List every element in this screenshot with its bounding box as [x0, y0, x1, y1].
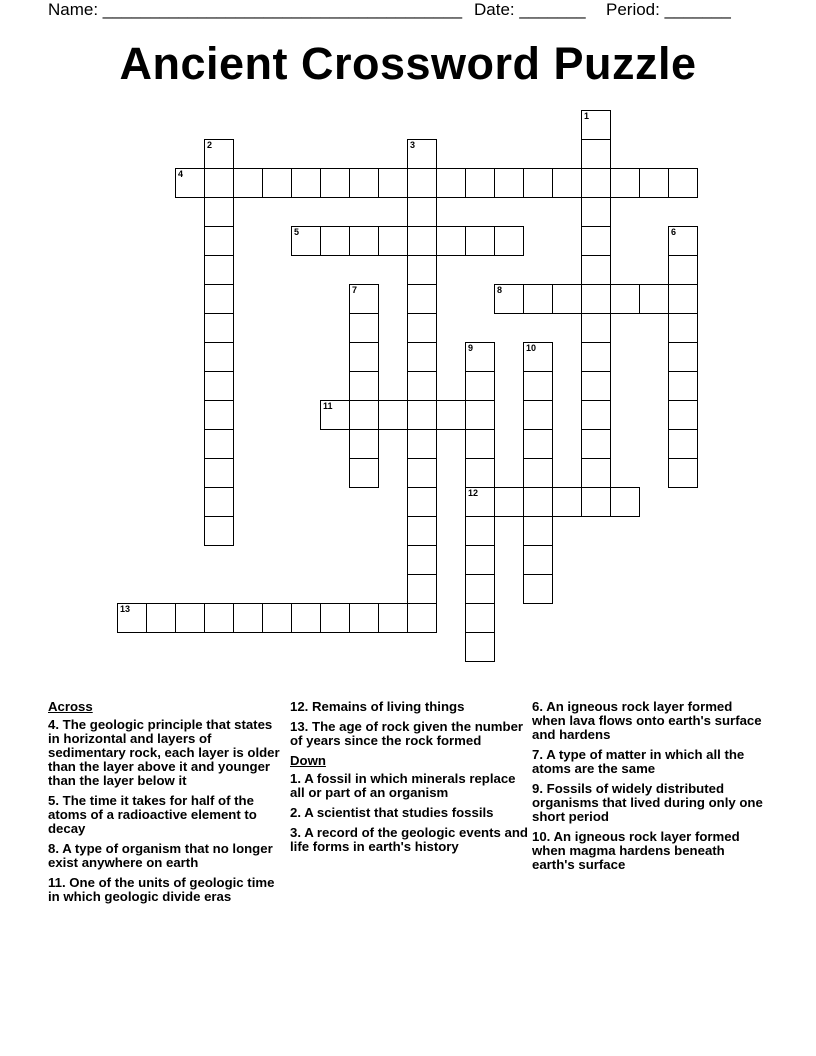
crossword-cell[interactable]	[465, 516, 495, 546]
clue-item	[48, 794, 280, 836]
clue-item	[48, 842, 280, 870]
crossword-cell[interactable]	[349, 603, 379, 633]
crossword-cell[interactable]	[407, 342, 437, 372]
down-heading: Down	[290, 753, 326, 768]
crossword-cell[interactable]	[465, 342, 495, 372]
crossword-cell[interactable]	[581, 400, 611, 430]
crossword-cell[interactable]	[436, 226, 466, 256]
crossword-cell[interactable]	[668, 168, 698, 198]
clue-item-text: Fossils of widely distributed organisms that lived during only one short period	[532, 781, 763, 824]
crossword-cell[interactable]	[204, 284, 234, 314]
crossword-cell[interactable]	[233, 603, 263, 633]
crossword-cell[interactable]	[349, 226, 379, 256]
clue-item-text: An igneous rock layer formed when magma hardens beneath earth's surface	[532, 829, 740, 872]
crossword-cell[interactable]	[320, 603, 350, 633]
crossword-cell[interactable]	[204, 139, 234, 169]
clue-item-text: Remains of living things	[312, 699, 465, 714]
crossword-cell[interactable]	[523, 574, 553, 604]
clue-number: 10	[526, 343, 537, 353]
crossword-cell[interactable]	[494, 226, 524, 256]
clue-item-text: A type of matter in which all the atoms are the same	[532, 747, 745, 776]
crossword-cell[interactable]	[668, 284, 698, 314]
clue-number: 9	[468, 343, 474, 353]
crossword-cell[interactable]	[407, 139, 437, 169]
clue-item	[290, 700, 530, 714]
clue-item-number: 12.	[290, 699, 309, 714]
clue-number: 3	[410, 140, 416, 150]
clue-item-number: 3.	[290, 825, 301, 840]
crossword-cell[interactable]	[407, 226, 437, 256]
clue-item	[532, 700, 768, 742]
crossword-cell[interactable]	[436, 400, 466, 430]
crossword-cell[interactable]	[523, 487, 553, 517]
clue-item-number: 10.	[532, 829, 551, 844]
crossword-cell[interactable]	[610, 487, 640, 517]
crossword-cell[interactable]	[552, 168, 582, 198]
crossword-cell[interactable]	[378, 603, 408, 633]
across-heading: Across	[48, 699, 93, 714]
crossword-cell[interactable]	[320, 400, 350, 430]
crossword-cell[interactable]	[204, 168, 234, 198]
crossword-cell[interactable]	[465, 226, 495, 256]
clue-number: 13	[120, 604, 131, 614]
clue-number: 12	[468, 488, 479, 498]
crossword-cell[interactable]	[320, 226, 350, 256]
crossword-cell[interactable]	[581, 139, 611, 169]
clue-item-number: 8.	[48, 841, 59, 856]
crossword-cell[interactable]	[610, 284, 640, 314]
clue-item-number: 4.	[48, 717, 59, 732]
clue-item	[290, 826, 530, 854]
crossword-cell[interactable]	[204, 342, 234, 372]
crossword-cell[interactable]	[407, 487, 437, 517]
crossword-cell[interactable]	[581, 487, 611, 517]
crossword-cell[interactable]	[465, 371, 495, 401]
crossword-cell[interactable]	[523, 371, 553, 401]
crossword-cell[interactable]	[349, 284, 379, 314]
clue-item-number: 11.	[48, 875, 66, 890]
crossword-cell[interactable]	[552, 284, 582, 314]
crossword-cell[interactable]	[291, 603, 321, 633]
page-title: Ancient Crossword Puzzle	[119, 38, 697, 89]
crossword-cell[interactable]	[262, 168, 292, 198]
crossword-cell[interactable]	[465, 487, 495, 517]
crossword-cell[interactable]	[639, 168, 669, 198]
clue-item-number: 6.	[532, 699, 543, 714]
clue-item-number: 7.	[532, 747, 543, 762]
clue-item-text: A scientist that studies fossils	[304, 805, 494, 820]
crossword-cell[interactable]	[291, 168, 321, 198]
clue-item-text: An igneous rock layer formed when lava flows onto earth's surface and hardens	[532, 699, 762, 742]
crossword-cell[interactable]	[523, 284, 553, 314]
clue-number: 4	[178, 169, 184, 179]
crossword-cell[interactable]	[291, 226, 321, 256]
crossword-cell[interactable]	[581, 255, 611, 285]
crossword-cell[interactable]	[465, 429, 495, 459]
crossword-cell[interactable]	[407, 603, 437, 633]
crossword-cell[interactable]	[117, 603, 147, 633]
period-field: Period: _______	[606, 0, 731, 19]
crossword-cell[interactable]	[581, 284, 611, 314]
crossword-cell[interactable]	[349, 458, 379, 488]
clue-item-text: A record of the geologic events and life forms in earth's history	[290, 825, 528, 854]
crossword-cell[interactable]	[668, 313, 698, 343]
clue-item	[290, 772, 530, 800]
crossword-cell[interactable]	[581, 342, 611, 372]
crossword-cell[interactable]	[465, 632, 495, 662]
crossword-cell[interactable]	[175, 168, 205, 198]
crossword-cell[interactable]	[407, 574, 437, 604]
crossword-cell[interactable]	[668, 342, 698, 372]
clue-item-number: 2.	[290, 805, 301, 820]
clue-item-text: The age of rock given the number of years since the rock formed	[290, 719, 524, 748]
clue-number: 6	[671, 227, 677, 237]
crossword-cell[interactable]	[610, 168, 640, 198]
clue-number: 8	[497, 285, 503, 295]
crossword-cell[interactable]	[668, 371, 698, 401]
crossword-cell[interactable]	[465, 603, 495, 633]
crossword-cell[interactable]	[668, 458, 698, 488]
clue-number: 2	[207, 140, 213, 150]
crossword-cell[interactable]	[494, 487, 524, 517]
clue-item	[48, 876, 280, 904]
crossword-cell[interactable]	[146, 603, 176, 633]
crossword-cell[interactable]	[175, 603, 205, 633]
crossword-cell[interactable]	[436, 168, 466, 198]
crossword-cell[interactable]	[407, 371, 437, 401]
crossword-cell[interactable]	[262, 603, 292, 633]
crossword-cell[interactable]	[204, 400, 234, 430]
crossword-cell[interactable]	[204, 197, 234, 227]
crossword-cell[interactable]	[465, 400, 495, 430]
crossword-cell[interactable]	[523, 429, 553, 459]
crossword-cell[interactable]	[378, 168, 408, 198]
crossword-cell[interactable]	[581, 110, 611, 140]
crossword-cell[interactable]	[407, 429, 437, 459]
crossword-cell[interactable]	[233, 168, 263, 198]
crossword-cell[interactable]	[349, 313, 379, 343]
clue-number: 5	[294, 227, 300, 237]
clue-item-number: 1.	[290, 771, 301, 786]
crossword-cell[interactable]	[204, 255, 234, 285]
clue-item	[532, 830, 768, 872]
crossword-cell[interactable]	[349, 168, 379, 198]
clue-item-text: One of the units of geologic time in which geologic divide eras	[48, 875, 275, 904]
crossword-cell[interactable]	[407, 168, 437, 198]
crossword-cell[interactable]	[407, 458, 437, 488]
crossword-cell[interactable]	[523, 545, 553, 575]
crossword-cell[interactable]	[668, 255, 698, 285]
crossword-cell[interactable]	[407, 255, 437, 285]
clues-column-3	[532, 700, 768, 878]
crossword-cell[interactable]	[668, 429, 698, 459]
crossword-cell[interactable]	[465, 458, 495, 488]
clue-number: 11	[323, 401, 333, 411]
crossword-cell[interactable]	[465, 574, 495, 604]
clue-item	[290, 720, 530, 748]
crossword-cell[interactable]	[494, 284, 524, 314]
crossword-cell[interactable]	[552, 487, 582, 517]
name-field: Name: ______________________________________	[48, 0, 463, 19]
crossword-cell[interactable]	[407, 400, 437, 430]
crossword-cell[interactable]	[349, 400, 379, 430]
crossword-cell[interactable]	[465, 545, 495, 575]
crossword-cell[interactable]	[407, 313, 437, 343]
crossword-cell[interactable]	[523, 516, 553, 546]
crossword-cell[interactable]	[494, 168, 524, 198]
crossword-cell[interactable]	[204, 487, 234, 517]
crossword-cell[interactable]	[378, 400, 408, 430]
crossword-cell[interactable]	[581, 197, 611, 227]
crossword-cell[interactable]	[581, 458, 611, 488]
clue-item-number: 5.	[48, 793, 59, 808]
crossword-cell[interactable]	[639, 284, 669, 314]
clue-item	[290, 806, 530, 820]
clue-item-text: The time it takes for half of the atoms of a radioactive element to decay	[48, 793, 257, 836]
crossword-cell[interactable]	[407, 516, 437, 546]
crossword-cell[interactable]	[465, 168, 495, 198]
crossword-cell[interactable]	[407, 284, 437, 314]
crossword-cell[interactable]	[668, 400, 698, 430]
crossword-cell[interactable]	[668, 226, 698, 256]
clue-item-text: A type of organism that no longer exist anywhere on earth	[48, 841, 273, 870]
clue-item	[48, 718, 280, 788]
crossword-cell[interactable]	[407, 545, 437, 575]
crossword-cell[interactable]	[349, 342, 379, 372]
crossword-cell[interactable]	[581, 226, 611, 256]
clues-column-1	[48, 700, 280, 910]
clue-item	[532, 782, 768, 824]
crossword-cell[interactable]	[523, 342, 553, 372]
crossword-cell[interactable]	[204, 458, 234, 488]
clue-item-text: A fossil in which minerals replace all or part of an organism	[290, 771, 516, 800]
crossword-cell[interactable]	[523, 458, 553, 488]
crossword-cell[interactable]	[581, 371, 611, 401]
clue-item-number: 13.	[290, 719, 309, 734]
crossword-cell[interactable]	[349, 371, 379, 401]
date-field: Date: _______	[474, 0, 586, 19]
crossword-cell[interactable]	[204, 516, 234, 546]
crossword-cell[interactable]	[378, 226, 408, 256]
crossword-cell[interactable]	[581, 168, 611, 198]
crossword-cell[interactable]	[204, 313, 234, 343]
crossword-cell[interactable]	[523, 400, 553, 430]
clues-column-2	[290, 700, 530, 860]
crossword-cell[interactable]	[204, 226, 234, 256]
clue-number: 1	[584, 111, 590, 121]
crossword-cell[interactable]	[523, 168, 553, 198]
crossword-cell[interactable]	[204, 429, 234, 459]
clue-item	[532, 748, 768, 776]
crossword-cell[interactable]	[204, 603, 234, 633]
crossword-cell[interactable]	[581, 313, 611, 343]
crossword-cell[interactable]	[320, 168, 350, 198]
crossword-cell[interactable]	[407, 197, 437, 227]
clue-number: 7	[352, 285, 358, 295]
clue-item-text: The geologic principle that states in horizontal and layers of sedimentary rock, each layer is older than the layer above it and younger than the layer below it	[48, 717, 280, 788]
crossword-cell[interactable]	[581, 429, 611, 459]
crossword-cell[interactable]	[204, 371, 234, 401]
crossword-cell[interactable]	[349, 429, 379, 459]
clue-item-number: 9.	[532, 781, 543, 796]
